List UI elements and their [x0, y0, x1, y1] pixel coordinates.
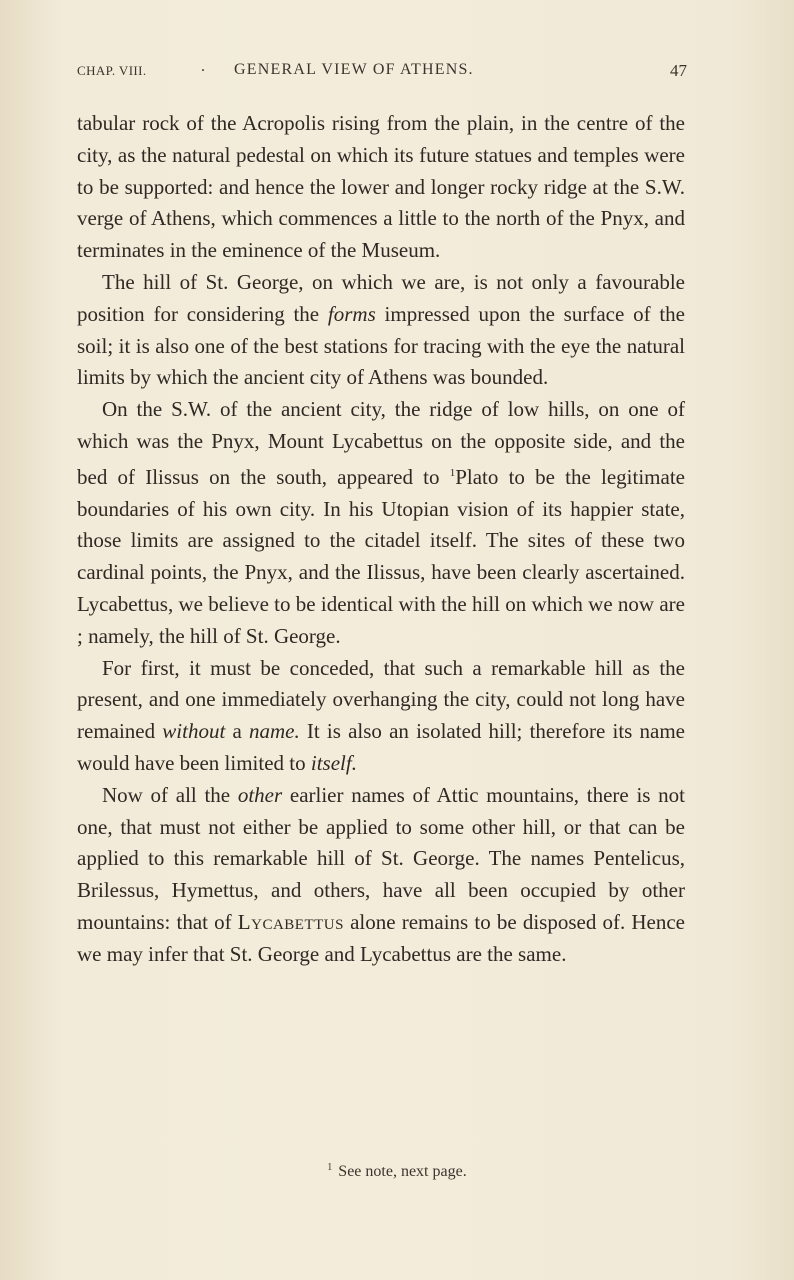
- emphasis: name.: [248, 719, 300, 744]
- small-caps-name: Lycabettus: [237, 909, 344, 934]
- page-number: 47: [670, 61, 687, 80]
- chapter-label: CHAP. VIII.: [77, 63, 147, 78]
- text-run: Plato to be the legitimate boundaries of his own city. In his Utopian vision of its happier state, those limits are assigned to the citadel itself. The sites of these two cardinal points, the Pnyx, and the Ilissus, have been clearly ascertained. Lycabettus, we believe to be identical with the hill on which we now are ; namely, the hill of St. George.: [77, 464, 685, 648]
- footnote-marker: 1: [327, 1162, 333, 1173]
- emphasis: forms: [327, 301, 376, 326]
- emphasis: itself.: [310, 750, 357, 775]
- footnote-reference: 1: [449, 466, 456, 479]
- text-run: Now of all the: [102, 782, 238, 807]
- text-run: The hill of St. George, on which we are, is not only a favourable position for considering the: [77, 269, 685, 326]
- footnote: [0, 1162, 794, 1181]
- text-run: impressed upon the surface of the soil; it is also one of the best stations for tracing with the eye the natural limits by which the ancient city of Athens was bounded.: [77, 301, 685, 390]
- paragraph-1: tabular rock of the Acropolis rising from the plain, in the centre of the city, as the natural pedestal on which its future statues and temples were to be supported: and hence the lower and longer rocky ridge at the S.W. verge of Athens, which commences a little to the north of the Pnyx, and terminates in the eminence of the Museum.: [77, 111, 685, 263]
- text-run: earlier names of Attic mountains, there is not one, that must not either be applied to some other hill, or that can be applied to this remarkable hill of St. George. The names Pentelicus, Brilessus, Hymettus, and others, have all been occupied by other mountains: that of: [77, 782, 685, 934]
- paragraph-4: [77, 653, 685, 780]
- paragraph-2: [77, 267, 685, 394]
- footnote-text: See note, next page.: [338, 1163, 467, 1180]
- emphasis: without: [162, 719, 226, 744]
- running-header: [77, 58, 687, 86]
- paragraph-5: [77, 780, 685, 971]
- text-run: On the S.W. of the ancient city, the ridge of low hills, on one of which was the Pnyx, Mount Lycabettus on the opposite side, and the bed of Ilissus on the south, appeared to: [77, 397, 685, 489]
- header-separator: .: [201, 58, 205, 75]
- text-run: For first, it must be conceded, that such a remarkable hill as the present, and one immediately overhanging the city, could not long have remained: [77, 655, 685, 744]
- emphasis: other: [237, 782, 283, 807]
- text-run: alone remains to be disposed of. Hence we may infer that St. George and Lycabettus are the same.: [77, 909, 685, 966]
- paragraph-3: [77, 394, 685, 652]
- body-text: [77, 108, 685, 971]
- text-run: a: [225, 719, 249, 744]
- text-run: It is also an isolated hill; therefore its name would have been limited to: [77, 719, 686, 775]
- running-title: GENERAL VIEW OF ATHENS.: [234, 61, 474, 78]
